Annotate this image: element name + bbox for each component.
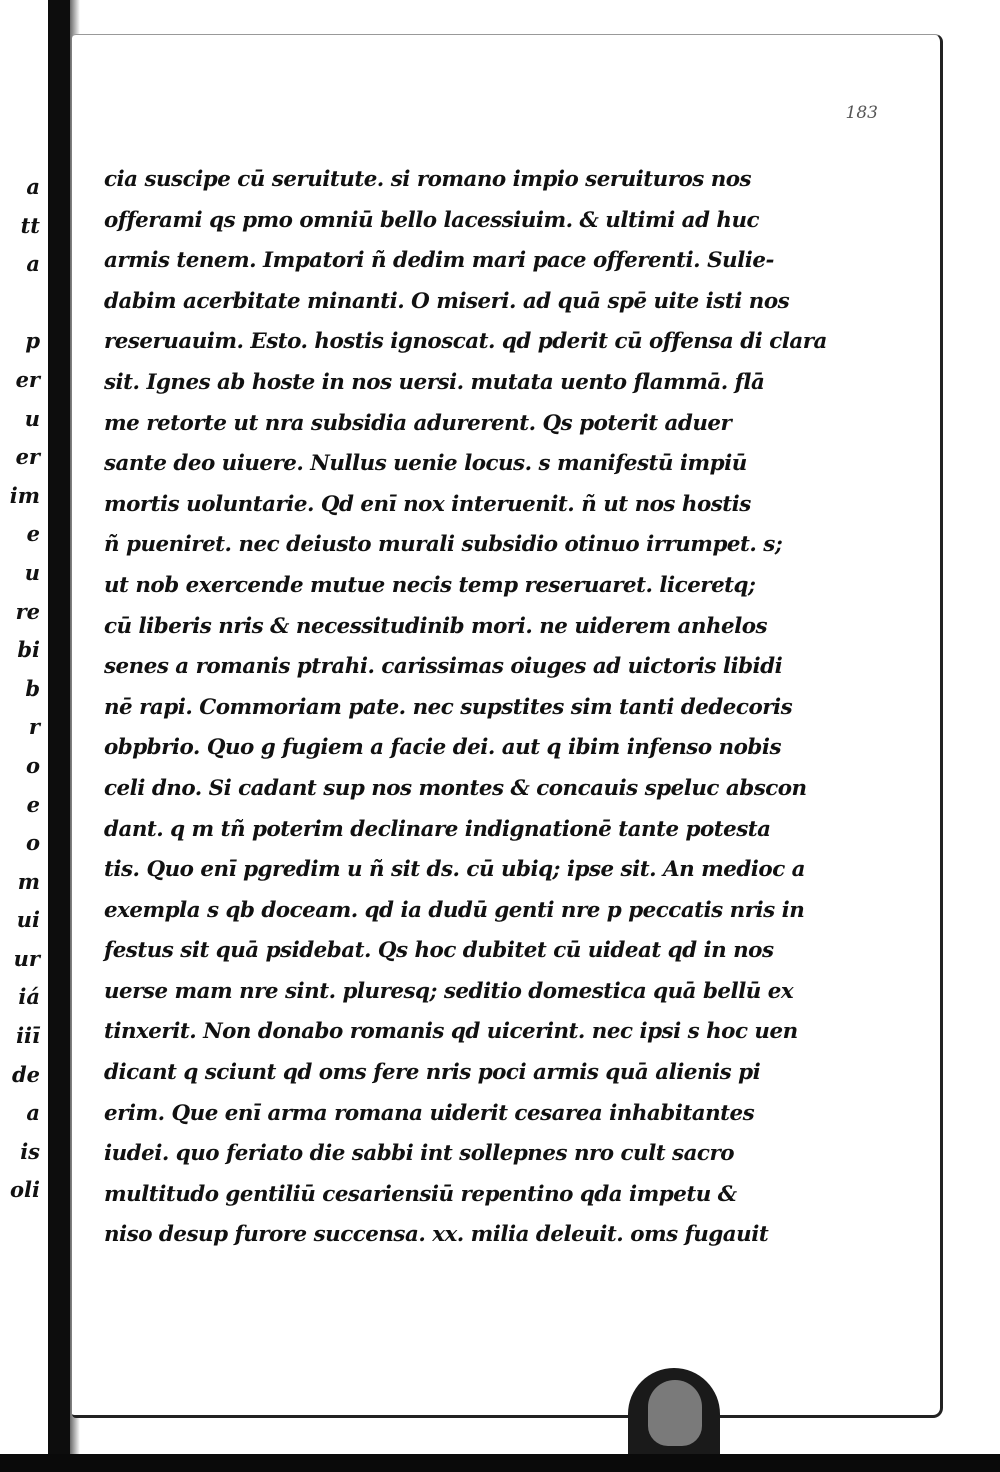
text-line: niso desup furore succensa. xx. milia deleuit. oms fugauit: [104, 1222, 769, 1248]
text-line: nē rapi. Commoriam pate. nec supstites sim tanti dedecoris: [104, 694, 793, 720]
left-page-fragment: e: [26, 791, 40, 817]
manuscript-text-block: [104, 160, 827, 1256]
left-page-fragment: iiī: [16, 1023, 40, 1049]
left-page-fragment: a: [26, 174, 40, 199]
text-line: reseruauim. Esto. hostis ignoscat. qd pderit cū offensa di clara: [104, 329, 827, 355]
left-page-fragment: m: [17, 868, 40, 894]
text-line: dabim acerbitate minanti. O miseri. ad quā spē uite isti nos: [104, 288, 790, 314]
left-page-fragment: er: [15, 366, 40, 392]
book-gutter: [48, 0, 70, 1454]
text-line: dicant q sciunt qd oms fere nris poci armis quā alienis pi: [104, 1060, 761, 1086]
left-page-fragment: a: [26, 1100, 40, 1126]
left-page-fragment: de: [11, 1061, 40, 1087]
thumbnail-nail: [648, 1380, 702, 1446]
text-line: exempla s qb doceam. qd ia dudū genti nre p peccatis nris in: [104, 897, 805, 923]
left-page-fragment: er: [15, 444, 40, 470]
text-line: sit. Ignes ab hoste in nos uersi. mutata uento flammā. flā: [104, 369, 765, 395]
left-page-fragment: u: [24, 559, 40, 585]
left-page-edge: [0, 168, 46, 1210]
text-line: cia suscipe cū seruitute. si romano impio seruituros nos: [104, 167, 752, 192]
left-page-fragment: b: [25, 675, 40, 701]
left-page-fragment: a: [26, 251, 40, 277]
text-line: tis. Quo enī pgredim u ñ sit ds. cū ubiq; ipse sit. An medioc a: [104, 857, 806, 883]
text-line: multitudo gentiliū cesariensiū repentino qda impetu &: [104, 1181, 737, 1207]
left-page-fragment: r: [28, 714, 40, 740]
left-page-fragment: is: [20, 1138, 40, 1164]
left-page-fragment: bi: [17, 637, 40, 663]
left-page-fragment: o: [25, 830, 40, 856]
left-page-fragment: re: [15, 598, 40, 624]
text-line: sante deo uiuere. Nullus uenie locus. s manifestū impiū: [104, 451, 747, 477]
text-line: offerami qs pmo omniū bello lacessiuim. & ultimi ad huc: [104, 207, 760, 233]
left-page-fragment: tt: [20, 212, 40, 238]
text-line: armis tenem. Impatori ñ dedim mari pace offerenti. Sulie-: [104, 248, 774, 274]
text-line: senes a romanis ptrahi. carissimas oiuges ad uictoris libidi: [104, 654, 783, 680]
scan-bottom-edge: [0, 1454, 1000, 1472]
left-page-fragment: e: [26, 521, 40, 547]
left-page-fragment: u: [24, 405, 40, 431]
text-line: me retorte ut nra subsidia adurerent. Qs poterit aduer: [104, 410, 732, 436]
left-page-fragment: o: [25, 752, 40, 778]
text-line: ñ pueniret. nec deiusto murali subsidio otinuo irrumpet. s;: [104, 532, 783, 558]
text-line: mortis uoluntarie. Qd enī nox interuenit. ñ ut nos hostis: [104, 491, 751, 517]
text-line: dant. q m tñ poterim declinare indignationē tante potesta: [104, 816, 771, 842]
text-line: cū liberis nris & necessitudinib mori. ne uiderem anhelos: [104, 613, 768, 639]
text-line: tinxerit. Non donabo romanis qd uicerint. nec ipsi s hoc uen: [104, 1019, 798, 1045]
left-page-fragment: p: [25, 328, 40, 354]
left-page-fragment: iá: [18, 984, 40, 1010]
text-line: uerse mam nre sint. pluresq; seditio domestica quā bellū ex: [104, 978, 794, 1004]
text-line: erim. Que enī arma romana uiderit cesarea inhabitantes: [104, 1100, 755, 1126]
left-page-fragment: [0, 284, 46, 323]
folio-number: 183: [845, 103, 878, 123]
text-line: iudei. quo feriato die sabbi int sollepnes nro cult sacro: [104, 1141, 734, 1167]
text-line: celi dno. Si cadant sup nos montes & concauis speluc abscon: [104, 775, 807, 801]
text-line: obpbrio. Quo g fugiem a facie dei. aut q ibim infenso nobis: [104, 735, 781, 761]
text-line: ut nob exercende mutue necis temp reseruaret. liceretq;: [104, 572, 756, 598]
left-page-fragment: ui: [16, 907, 40, 933]
left-page-fragment: im: [9, 482, 40, 508]
text-line: festus sit quā psidebat. Qs hoc dubitet cū uideat qd in nos: [104, 938, 774, 964]
left-page-fragment: ur: [13, 945, 40, 971]
left-page-fragment: oli: [10, 1177, 40, 1203]
